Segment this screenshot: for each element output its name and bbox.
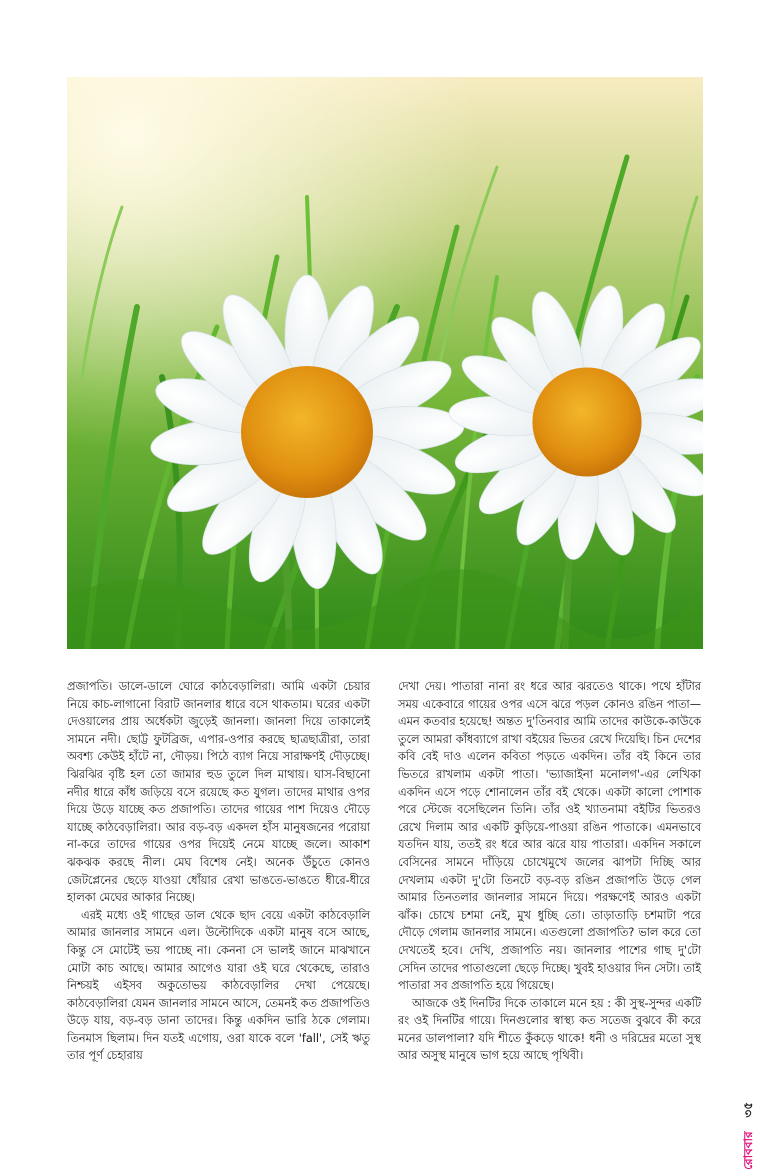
paragraph: আজকে ওই দিনটির দিকে তাকালে মনে হয় : কী সুস্থ-সুন্দর একটি রং ওই দিনটির গায়ে। দিনগুলোর স্বাস্থ্য কত সতেজ বুঝবে কী করে মনের ডালপালা? যদি শীতে কুঁকড়ে থাকে! ধনী ও দরিদ্রের মতো সুস্থ আর অসুস্থ মানুষে ভাগ হয়ে আছে পৃথিবী। bbox=[398, 996, 701, 1063]
paragraph: প্রজাপতি। ডালে-ডালে ঘোরে কাঠবেড়ালিরা। আমি একটা চেয়ার নিয়ে কাচ-লাগানো বিরাট জানলার ধারে বসে থাকতাম। ঘরের একটা দেওয়ালের প্রায় অর্ধেকটা জুড়েই জানলা। জানলা দিয়ে তাকালেই সামনে নদী। ছোট্ট ফুটব্রিজ, এপার-ওপার করছে ছাত্রছাত্রীরা, তারা অবশ্য কেউই হাঁটে না, দৌড়য়। পিঠে ব্যাগ নিয়ে সারাক্ষণই দৌড়চ্ছে। ঝিরঝির বৃষ্টি হল তো জামার হুড তুলে দিল মাথায়। ঘাস-বিছানো নদীর ধারে কাঁধ জড়িয়ে বসে রয়েছে কত যুগল। তাদের মাথার ওপর দিয়ে উড়ে যাচ্ছে কত প্রজাপতি। তাদের গায়ের পাশ দিয়েও দৌড়ে যাচ্ছে কাঠবেড়ালিরা। আর বড়-বড় একদল হাঁস মানুষজনের পরোয়া না-করে তাদের গায়ের ওপর দিয়েই নেমে যাচ্ছে জলে। আকাশ ঝকঝক করছে নীল। মেঘ বিশেষ নেই। অনেক উঁচুতে কোনও জেটপ্লেনের ছেড়ে যাওয়া ধোঁয়ার রেখা ভাঙতে-ভাঙতে ধীরে-ধীরে হালকা মেঘের আকার নিচ্ছে। bbox=[67, 680, 370, 905]
article-column-right bbox=[398, 678, 701, 1065]
paragraph: দেখা দেয়। পাতারা নানা রং ধরে আর ঝরতেও থাকে। পথে হাঁটার সময় একেবারে গায়ের ওপর এসে ঝরে পড়ল কোনও রঙিন পাতা—এমন কতবার হয়েছে! অন্তত দু'তিনবার আমি তাদের কাউকে-কাউকে তুলে আমরা কাঁধব্যাগে রাখা বইয়ের ভিতর রেখে দিয়েছি। চিন দেশের কবি বেই দাও এলেন কবিতা পড়তে একদিন। তাঁর বই কিনে তার ভিতরে রাখলাম একটা পাতা। 'ভ্যাজাইনা মনোলগ'-এর লেখিকা একদিন এসে পড়ে শোনালেন তাঁর বই থেকে। একটা কালো পোশাক পরে স্টেজে বসেছিলেন তিনি। তাঁর ওই খ্যাতনামা বইটির ভিতরও রেখে দিলাম আর একটি কুড়িয়ে-পাওয়া রঙিন পাতাকে। এমনভাবে যতদিন যায়, ততই রং ধরে আর ঝরে যায় পাতারা। একদিন সকালে বেসিনের সামনে দাঁড়িয়ে চোখেমুখে জলের ঝাপটা দিচ্ছি আর দেখলাম একটা দু'টো তিনটে বড়-বড় রঙিন প্রজাপতি উড়ে গেল আমার তিনতলার জানলার সামনে দিয়ে। পরক্ষণেই আরও একটা ঝাঁক। চোখে চশমা নেই, মুখ ধুচ্ছি তো। তাড়াতাড়ি চশমাটা পরে দৌড়ে গেলাম জানলার সামনে। এতগুলো প্রজাপতি? ভাল করে তো দেখতেই হবে। দেখি, প্রজাপতি নয়। জানলার পাশের গাছ দু'টো সেদিন তাদের পাতাগুলো ছেড়ে দিচ্ছে। খুবই হাওয়ার দিন সেটা। তাই পাতারা সব প্রজাপতি হয়ে গিয়েছে। bbox=[398, 680, 701, 993]
daisy-photo-illustration bbox=[67, 77, 703, 649]
daisy-photo bbox=[67, 77, 703, 649]
page-number: ৩৫ bbox=[741, 1102, 755, 1118]
article-column-left bbox=[67, 678, 370, 1065]
page-footer bbox=[740, 1102, 760, 1170]
magazine-name: রোববার bbox=[741, 1131, 755, 1170]
paragraph: এরই মধ্যে ওই গাছের ডাল থেকে ছাদ বেয়ে একটা কাঠবেড়ালি আমার জানলার সামনে এল। উল্টোদিকে একটা মানুষ বসে আছে, কিন্তু সে মোটেই ভয় পাচ্ছে না। কেননা সে ভালই জানে মাঝখানে মোটা কাচ আছে। আমার আগেও যারা ওই ঘরে থেকেছে, তারাও নিশ্চয়ই এইসব অকুতোভয় কাঠবেড়ালির দেখা পেয়েছে। কাঠবেড়ালিরা যেমন জানলার সামনে আসে, তেমনই কত প্রজাপতিও উড়ে যায়, বড়-বড় ডানা তাদের। কিন্তু একদিন ভারি ঠকে গেলাম। তিনমাস ছিলাম। দিন যতই এগোয়, ওরা যাকে বলে 'fall', সেই ঋতু তার পূর্ণ চেহারায় bbox=[67, 908, 370, 1063]
